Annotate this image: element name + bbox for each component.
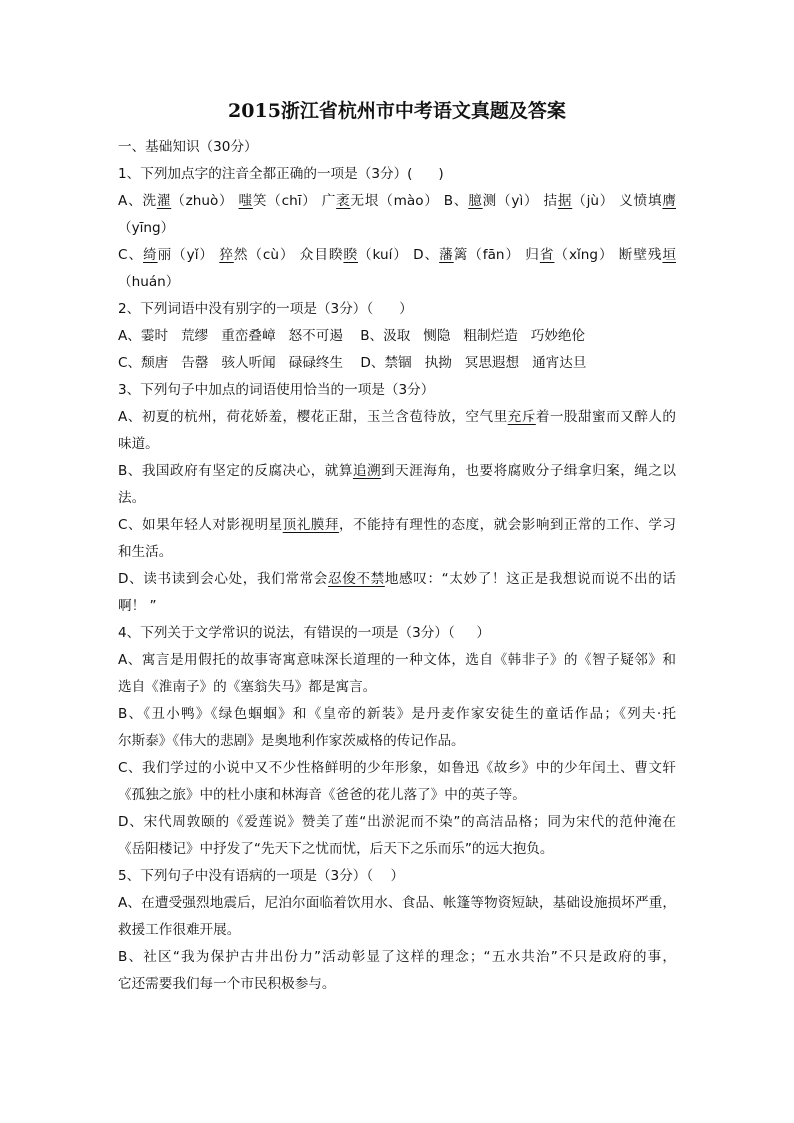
text-line: [118, 323, 676, 350]
text-segment: 它还需要我们每一个市民积极参与。: [118, 976, 336, 992]
text-line: [118, 566, 676, 593]
text-segment: 丽（yǐ）: [157, 247, 220, 263]
text-line: [118, 188, 676, 215]
text-segment: A、霎时 荒缪 重峦叠嶂 怒不可遏 B、汲取 恻隐 粗制烂造 巧妙绝伦: [118, 328, 586, 344]
text-segment: A、洗: [118, 193, 157, 209]
text-line: [118, 404, 676, 431]
text-segment: 一、基础知识（30分）: [118, 139, 258, 155]
text-line: [118, 458, 676, 485]
text-line: [118, 269, 676, 296]
text-segment: C、如果年轻人对影视明星: [118, 517, 283, 533]
text-segment: （yīng）: [118, 220, 175, 236]
marked-word: 濯: [156, 193, 172, 209]
text-segment: D、读书读到会心处，我们常常会: [118, 571, 328, 587]
text-line: [118, 215, 676, 242]
text-line: [118, 431, 676, 458]
text-line: [118, 350, 676, 377]
text-segment: A、寓言是用假托的故事寄寓意味深长道理的一种文体，选自《韩非子》的《智子疑邻》和: [118, 652, 676, 668]
text-segment: （jù） 义愤填: [572, 193, 663, 209]
text-line: [118, 863, 676, 890]
marked-word: 追溯: [352, 463, 382, 479]
marked-word: 顶礼膜拜: [282, 517, 339, 533]
text-segment: 5、下列句子中没有语病的一项是（3分）（ ）: [118, 868, 405, 884]
text-segment: ，不能持有理性的态度，就会影响到正常的工作、学习: [338, 517, 676, 533]
text-segment: 3、下列句子中加点的词语使用恰当的一项是（3分）: [118, 382, 435, 398]
text-segment: 尔斯泰》《伟大的悲剧》是奥地利作家茨威格的传记作品。: [118, 733, 465, 749]
text-segment: 到天涯海角，也要将腐败分子缉拿归案，绳之以: [381, 463, 676, 479]
text-line: [118, 782, 676, 809]
text-line: [118, 701, 676, 728]
marked-word: 猝: [219, 247, 234, 263]
text-segment: D、宋代周敦颐的《爱莲说》赞美了莲“出淤泥而不染”的高洁品格；同为宋代的范仲淹在: [118, 814, 676, 830]
text-line: [118, 917, 676, 944]
text-segment: 《岳阳楼记》中抒发了“先天下之忧而忧，后天下之乐而乐”的远大抱负。: [118, 841, 554, 857]
text-segment: A、初夏的杭州，荷花娇羞，樱花正甜，玉兰含苞待放，空气里: [118, 409, 508, 425]
marked-word: 垣: [662, 247, 676, 263]
text-line: [118, 593, 676, 620]
text-line: [118, 485, 676, 512]
document-body: [118, 134, 676, 998]
text-line: [118, 620, 676, 647]
text-segment: B、社区“我为保护古井出份力”活动彰显了这样的理念；“五水共治”不只是政府的事，: [118, 949, 676, 965]
text-segment: C、颓唐 告罄 骇人听闻 碌碌终生 D、禁锢 执拗 冥思遐想 通宵达旦: [118, 355, 587, 371]
text-segment: 然（cù） 众目睽: [233, 247, 344, 263]
marked-word: 袤: [336, 193, 351, 209]
text-segment: 篱（fān） 归: [453, 247, 540, 263]
text-line: [118, 836, 676, 863]
text-segment: C、我们学过的小说中又不少性格鲜明的少年形象，如鲁迅《故乡》中的少年闰土、曹文轩: [118, 760, 676, 776]
text-line: [118, 134, 676, 161]
text-segment: 4、下列关于文学常识的说法，有错误的一项是（3分）（ ）: [118, 625, 490, 641]
text-line: [118, 512, 676, 539]
text-line: [118, 890, 676, 917]
text-line: [118, 728, 676, 755]
text-segment: （zhuò）: [171, 193, 239, 209]
text-segment: （xǐng） 断壁残: [554, 247, 663, 263]
text-segment: 啊！ ”: [118, 598, 157, 614]
marked-word: 嗤: [238, 193, 253, 209]
text-line: [118, 755, 676, 782]
text-segment: 1、下列加点字的注音全都正确的一项是（3分）( ): [118, 166, 444, 182]
text-line: [118, 674, 676, 701]
text-segment: B、我国政府有坚定的反腐决心，就算: [118, 463, 353, 479]
marked-word: 省: [539, 247, 555, 263]
text-line: [118, 971, 676, 998]
text-segment: B、《丑小鸭》《绿色蝈蝈》和《皇帝的新装》是丹麦作家安徒生的童话作品；《列夫·托: [118, 706, 676, 722]
marked-word: 睽: [343, 247, 358, 263]
text-segment: 救援工作很难开展。: [118, 922, 241, 938]
text-segment: 法。: [118, 490, 146, 506]
marked-word: 忍俊不禁: [327, 571, 385, 587]
marked-word: 充斥: [507, 409, 536, 425]
marked-word: 臆: [468, 193, 483, 209]
text-line: [118, 161, 676, 188]
text-segment: C、: [118, 247, 143, 263]
text-segment: （huán）: [118, 274, 180, 290]
text-segment: 测（yì） 拮: [482, 193, 558, 209]
text-segment: 味道。: [118, 436, 159, 452]
text-segment: （kuí） D、: [358, 247, 440, 263]
page-title: 2015浙江省杭州市中考语文真题及答案: [228, 100, 566, 122]
text-segment: 笑（chī） 广: [252, 193, 337, 209]
text-segment: A、在遭受强烈地震后，尼泊尔面临着饮用水、食品、帐篷等物资短缺，基础设施损坏严重，: [118, 895, 676, 911]
marked-word: 绮: [143, 247, 158, 263]
text-line: [118, 647, 676, 674]
marked-word: 藩: [439, 247, 454, 263]
text-line: [118, 944, 676, 971]
marked-word: 膺: [662, 193, 676, 209]
text-segment: 地感叹：“太妙了！这正是我想说而说不出的话: [384, 571, 676, 587]
text-segment: 和生活。: [118, 544, 173, 560]
text-line: [118, 809, 676, 836]
text-segment: 选自《淮南子》的《塞翁失马》都是寓言。: [118, 679, 377, 695]
text-line: [118, 242, 676, 269]
text-line: [118, 539, 676, 566]
text-line: [118, 296, 676, 323]
text-line: [118, 377, 676, 404]
text-segment: 无垠（mào） B、: [350, 193, 469, 209]
text-segment: 《孤独之旅》中的杜小康和林海音《爸爸的花儿落了》中的英子等。: [118, 787, 526, 803]
text-segment: 2、下列词语中没有别字的一项是（3分）（ ）: [118, 301, 413, 317]
marked-word: 据: [557, 193, 573, 209]
text-segment: 着一股甜蜜而又醉人的: [535, 409, 676, 425]
